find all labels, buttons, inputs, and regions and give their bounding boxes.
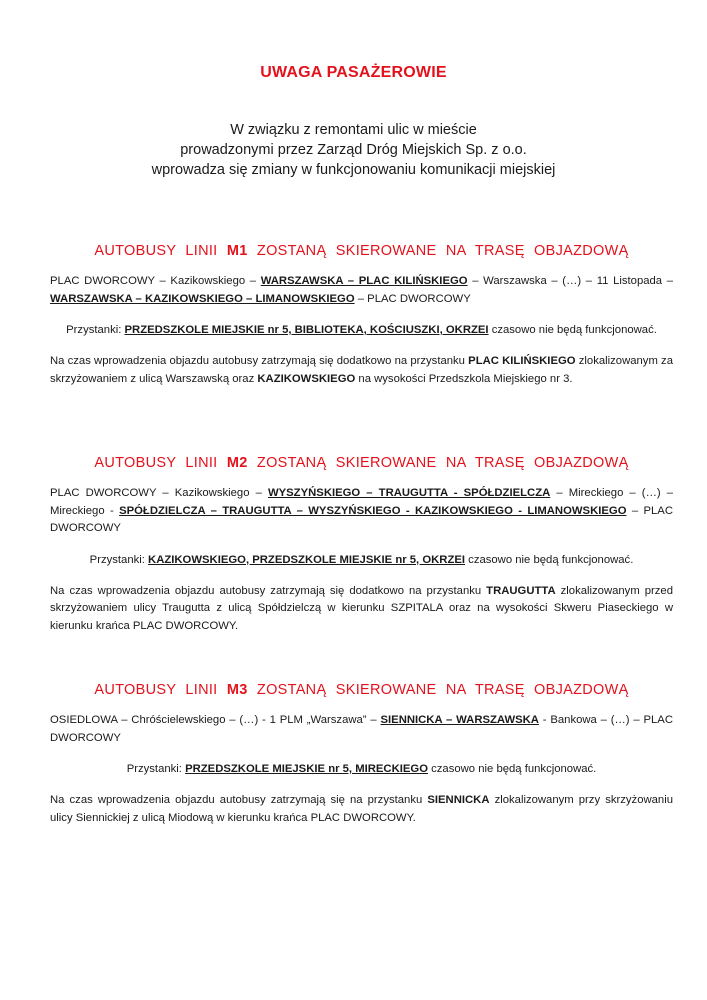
section-m1 — [50, 243, 673, 388]
intro-line-3: wprowadza się zmiany w funkcjonowaniu komunikacji miejskiej — [151, 162, 556, 178]
section-m3-heading — [50, 682, 673, 698]
section-m1-stops: Przystanki: PRZEDSZKOLE MIEJSKIE nr 5, BIBLIOTEKA, KOŚCIUSZKI, OKRZEI czasowo nie będą funkcjonować. — [66, 324, 657, 336]
heading-suffix: ZOSTANĄ SKIEROWANE NA TRASĘ OBJAZDOWĄ — [247, 243, 629, 259]
heading-suffix: ZOSTANĄ SKIEROWANE NA TRASĘ OBJAZDOWĄ — [247, 682, 629, 698]
section-m2-note: Na czas wprowadzenia objazdu autobusy zatrzymają się dodatkowo na przystanku TRAUGUTTA zlokalizowanym przed skrzyżowaniem ulicy Traugutta z ulicą Spółdzielczą w kierunku SZPITALA oraz na wysokości Skweru Piaseckiego w kierunku krańca PLAC DWORCOWY. — [50, 584, 673, 632]
section-m3-route: OSIEDLOWA – Chróścielewskiego – (…) - 1 PLM „Warszawa” – SIENNICKA – WARSZAWSKA - Bankowa – (…) – PLAC DWORCOWY — [50, 714, 673, 744]
intro-text — [0, 120, 707, 180]
heading-suffix: ZOSTANĄ SKIEROWANE NA TRASĘ OBJAZDOWĄ — [247, 455, 629, 471]
intro-line-1: W związku z remontami ulic w mieście — [230, 122, 477, 138]
line-number: M2 — [226, 455, 248, 471]
section-m2-route: PLAC DWORCOWY – Kazikowskiego – WYSZYŃSKIEGO – TRAUGUTTA - SPÓŁDZIELCZA – Mireckiego – (…) – Mireckiego - SPÓŁDZIELCZA – TRAUGUTTA – WYSZYŃSKIEGO - KAZIKOWSKIEGO - LIMANOWSKIEGO – PLAC DWORCOWY — [50, 487, 674, 534]
intro-line-2: prowadzonymi przez Zarząd Dróg Miejskich Sp. z o.o. — [180, 142, 527, 158]
heading-prefix: AUTOBUSY LINII — [94, 682, 227, 698]
notice-title: UWAGA PASAŻEROWIE — [260, 64, 447, 81]
section-m2-heading — [50, 455, 673, 471]
section-m2-stops: Przystanki: KAZIKOWSKIEGO, PRZEDSZKOLE MIEJSKIE nr 5, OKRZEI czasowo nie będą funkcjonować. — [89, 553, 634, 566]
line-number: M3 — [226, 682, 248, 698]
heading-prefix: AUTOBUSY LINII — [94, 455, 227, 471]
heading-prefix: AUTOBUSY LINII — [94, 243, 227, 259]
section-m3-note: Na czas wprowadzenia objazdu autobusy zatrzymają się na przystanku SIENNICKA zlokalizowanym przy skrzyżowaniu ulicy Siennickiej z ulicą Miodową w kierunku krańca PLAC DWORCOWY. — [50, 794, 673, 824]
section-m1-heading — [50, 243, 673, 259]
section-m3-stops: Przystanki: PRZEDSZKOLE MIEJSKIE nr 5, MIRECKIEGO czasowo nie będą funkcjonować. — [126, 763, 597, 775]
section-m1-route: PLAC DWORCOWY – Kazikowskiego – WARSZAWSKA – PLAC KILIŃSKIEGO – Warszawska – (…) – 11 Listopada – WARSZAWSKA – KAZIKOWSKIEGO – LIMANOWSKIEGO – PLAC DWORCOWY — [50, 275, 673, 305]
section-m2 — [50, 455, 673, 635]
section-m1-note: Na czas wprowadzenia objazdu autobusy zatrzymają się dodatkowo na przystanku PLAC KILIŃSKIEGO zlokalizowanym za skrzyżowaniem z ulicą Warszawską oraz KAZIKOWSKIEGO na wysokości Przedszkola Miejskiego nr 3. — [50, 355, 673, 385]
section-m3 — [50, 682, 673, 827]
line-number: M1 — [226, 243, 248, 259]
